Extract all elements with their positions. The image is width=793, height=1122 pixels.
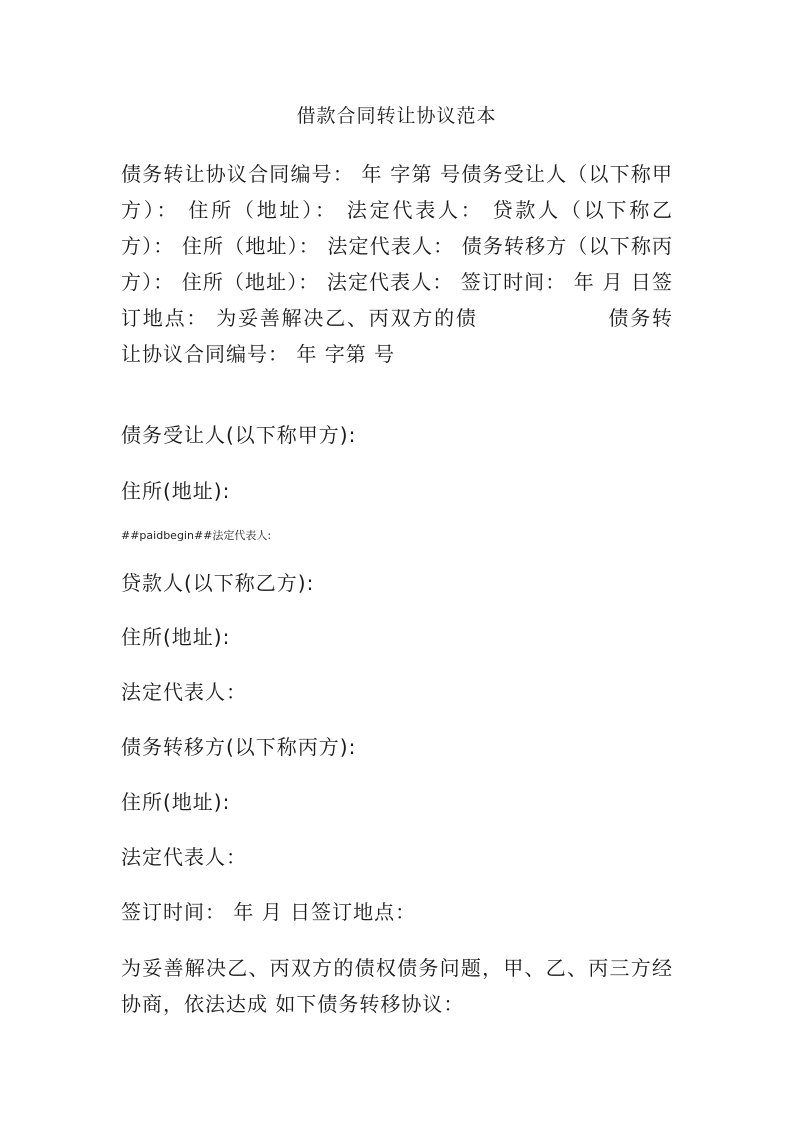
intro-paragraph: 债务转让协议合同编号： 年 字第 号债务受让人（以下称甲方）： 住所（地址）： 法定代表人： 贷款人（以下称乙方）： 住所（地址）： 法定代表人： 债务转移方（以下称丙方）： 住所（地址）： 法定代表人： 签订时间： 年 月 日签订地点： 为妥善解决乙、丙双方的债 债务转让协议合同编号： 年 字第 号 <box>121 162 673 366</box>
transferor-address-line: 住所(地址): <box>121 790 231 814</box>
transferor-line: 债务转移方(以下称丙方): <box>121 735 357 759</box>
paid-marker-line: ##paidbegin##法定代表人: <box>121 529 272 542</box>
closing-paragraph: 为妥善解决乙、丙双方的债权债务问题，甲、乙、丙三方经协商，依法达成 如下债务转移协议： <box>121 956 673 1016</box>
document-title: 借款合同转让协议范本 <box>296 105 497 127</box>
lender-representative-line: 法定代表人： <box>121 680 247 704</box>
transferee-line: 债务受让人(以下称甲方): <box>121 423 357 447</box>
signing-time-place-line: 签订时间： 年 月 日签订地点： <box>121 900 417 924</box>
lender-line: 贷款人(以下称乙方): <box>121 571 315 595</box>
transferor-representative-line: 法定代表人： <box>121 845 247 869</box>
lender-address-line: 住所(地址): <box>121 625 231 649</box>
transferee-address-line: 住所(地址): <box>121 479 231 503</box>
